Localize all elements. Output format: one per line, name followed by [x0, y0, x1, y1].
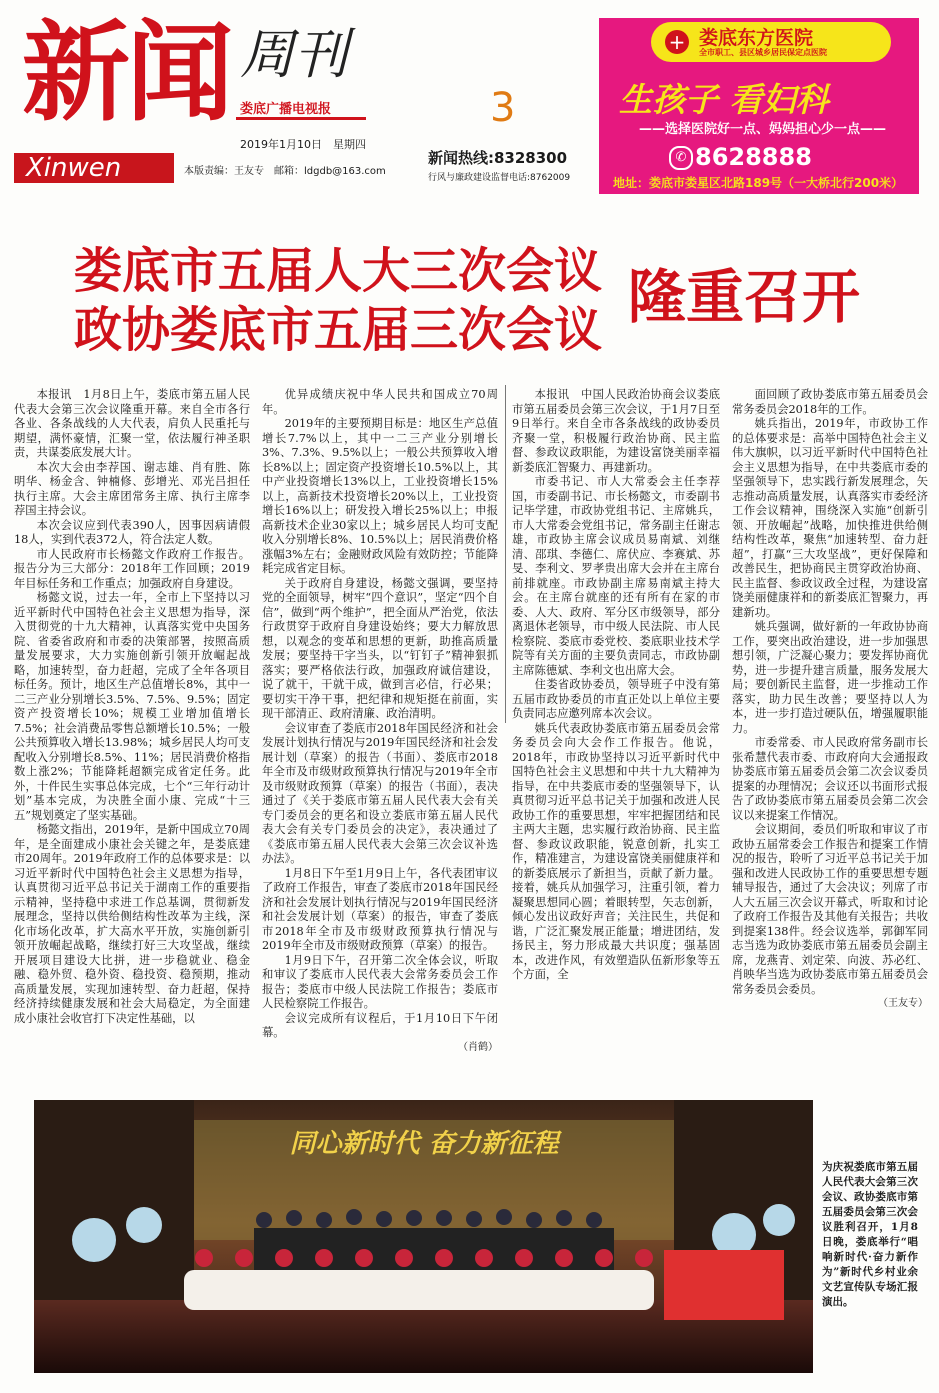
paragraph: 会议审查了娄底市2018年国民经济和社会发展计划执行情况与2019年国民经济和社会发展计划（草案）的报告（书面）、娄底市2018年全市及市级财政预算执行情况与2019年全市及市级财政预算（草案）的报告（书面），表决通过了《关于娄底市第五届人民代表大会有关专门委员会的更名和设立娄底市第五届人民代表大会有关专门委员会的决定》，表决通过了《娄底市第五届人民代表大会第三次会议补选办法》。 — [262, 721, 498, 865]
masthead-title: 新闻 — [22, 11, 231, 136]
headline-right: 隆重召开 — [628, 263, 861, 331]
article-column-4 — [732, 388, 928, 1009]
paragraph: 姚兵强调，做好新的一年政协协商工作，要突出政治建设，进一步加强思想引领，广泛凝心聚力；要发挥协商优势，进一步提升建言质量，服务发展大局；要创新民主监督，进一步推动工作落实，助力民生改善；要坚持以人为本，进一步打造过硬队伍，增强履职能力。 — [732, 620, 928, 735]
supervise-hotline: 行风与廉政建设监督电话:8762009 — [428, 173, 571, 183]
masthead-subtitle: 娄底广播电视报 — [240, 102, 332, 117]
stage-photo-illustration — [34, 1100, 813, 1373]
paragraph: 市人民政府市长杨懿文作政府工作报告。报告分为三大部分：2018年工作回顾；2019年目标任务和工作重点；加强政府自身建设。 — [14, 547, 250, 590]
ad-header — [651, 22, 891, 62]
stage-photo — [34, 1100, 813, 1373]
paragraph: 杨懿文说，过去一年，全市上下坚持以习近平新时代中国特色社会主义思想为指导，深入贯彻党的十九大精神，认真落实党中央国务院、省委省政府和市委的决策部署，按照高质量发展要求，大力实施创新引领开放崛起战略，加速转型，奋力赶超，完成了全年各项目标任务。预计，地区生产总值增长8%，其中一二三产业分别增长3.5%、7.5%、9.5%；固定资产投资增长10%；规模工业增加值增长7.5%；社会消费品零售总额增长10.5%；一般公共预算收入增长13.98%；城乡居民人均可支配收入分别增长8.5%、11%；居民消费价格指数上涨2%；节能降耗超额完成省定任务。此外，十件民生实事总体完成，七个“三年行动计划”基本完成，为决胜全面小康、完成“十三五”规划奠定了坚实基础。 — [14, 591, 250, 822]
paragraph: 1月9日下午，召开第二次全体会议，听取和审议了娄底市人民代表大会常务委员会工作报告；娄底市中级人民法院工作报告；娄底市人民检察院工作报告。 — [262, 953, 498, 1010]
headline-line-1: 娄底市五届人大三次会议 — [74, 243, 603, 299]
article-column-2 — [262, 388, 498, 1053]
column-divider — [505, 385, 506, 723]
news-hotline: 新闻热线:8328300 — [428, 149, 568, 167]
paragraph: 市委常委、市人民政府常务副市长张希慧代表市委、市政府向大会通报政协娄底市第五届委员会第二次会议委员提案的办理情况；会议还以书面形式报告了政协娄底市第五届委员会第二次会议以来提案工作情况。 — [732, 736, 928, 822]
ad-phone: 8628888 — [695, 143, 812, 171]
paragraph: 优异成绩庆祝中华人民共和国成立70周年。 — [262, 388, 498, 416]
byline: （肖鹤） — [458, 1041, 498, 1053]
paragraph: 会议完成所有议程后，于1月10日下午闭幕。 — [262, 1011, 498, 1039]
issue-date: 2019年1月10日 星期四 — [240, 138, 366, 151]
paragraph: 市委书记、市人大常委会主任李荐国，市委副书记、市长杨懿文，市委副书记毕学建，市政协党组书记、主席姚兵，市人大常委会党组书记，常务副主任谢志雄，市政协主席会议成员易南斌、刘继清、邵琪、李德仁、席伏应、李赛斌、苏旻、李利文、罗孝贵出席大会并在主席台前排就座。市政协副主席易南斌主持大会。在主席台就座的还有所有在家的市委、人大、政府、军分区市级领导，部分离退休老领导，市中级人民法院、市人民检察院、娄底市委党校、娄底职业技术学院等有关方面的主要负责同志，市政协副主席陈德斌、李利文也出席大会。 — [512, 475, 720, 677]
headline-line-2: 政协娄底市五届三次会议 — [74, 302, 603, 358]
paragraph: 姚兵指出，2019年，市政协工作的总体要求是：高举中国特色社会主义伟大旗帜，以习近平新时代中国特色社会主义思想为指导，在中共娄底市委的坚强领导下，忠实践行新发展理念，矢志推动高质量发展，认真落实市委经济工作会议精神，围绕深入实施“创新引领、开放崛起”战略，加快推进供给侧结构性改革，聚焦“加速转型、奋力赶超”，打赢“三大攻坚战”，更好保障和改善民生，把协商民主贯穿政治协商、民主监督、参政议政全过程，为建设富饶美丽健康祥和的新娄底汇智聚力，再建新功。 — [732, 417, 928, 619]
hospital-advertisement[interactable] — [599, 18, 919, 194]
masthead-weekly: 周刊 — [240, 23, 348, 86]
paragraph: 本报讯 1月8日上午，娄底市第五届人民代表大会第三次会议隆重开幕。来自全市各行各业、各条战线的人大代表，肩负人民重托与期望，满怀豪情，汇聚一堂，依法履行神圣职责，共谋娄底发展大计。 — [14, 388, 250, 459]
byline: （王友专） — [878, 998, 928, 1009]
phone-icon: ✆ — [669, 146, 693, 170]
paragraph: 2019年的主要预期目标是：地区生产总值增长7.7%以上，其中一二三产业分别增长3%、7.3%、9.5%以上；一般公共预算收入增长8%以上；固定资产投资增长10.5%以上，其中产业投资增长13%以上，工业投资增长15%以上，高新技术投资增长20%以上，工业投资增长16%以上；研发投入增长25%以上；申报高新技术企业30家以上；城乡居民人均可支配收入分别增长8%、10.5%以上；居民消费价格涨幅3%左右；金融财政风险有效防控；节能降耗完成省定目标。 — [262, 417, 498, 575]
paragraph: 本次大会由李荐国、谢志雄、肖有胜、陈明华、杨金含、钟楠修、彭增光、邓光吕担任执行主席。大会主席团常务主席、执行主席李荐国主持会议。 — [14, 460, 250, 517]
editor-info: 本版责编：王友专 邮箱：ldgdb@163.com — [184, 166, 386, 177]
ad-slogan: 生孩子 看妇科 — [619, 80, 829, 119]
paragraph: 关于政府自身建设，杨懿文强调，要坚持党的全面领导，树牢“四个意识”，坚定“四个自信”，做到“两个维护”，把全面从严治党，依法行政贯穿于政府自身建设始终；要大力解放思想，以观念的变革和思想的更新，助推高质量发展；要坚持干字当头，以“钉钉子”精神狠抓落实；要严格依法行政，加强政府诚信建设，说了就干，干就干成，做到言必信，行必果；要切实干净干事，把纪律和规矩挺在前面，实现干部清正、政府清廉、政治清明。 — [262, 576, 498, 720]
medical-cross-icon: + — [665, 30, 689, 54]
paragraph: 本次会议应到代表390人，因事因病请假18人，实到代表372人，符合法定人数。 — [14, 518, 250, 546]
ad-insurance-note: 全市职工、县区城乡居民保定点医院 — [699, 48, 827, 57]
paragraph: 面回顾了政协娄底市第五届委员会常务委员会2018年的工作。 — [732, 388, 928, 416]
paragraph: 1月8日下午至1月9日上午，各代表团审议了政府工作报告，审查了娄底市2018年国民经济和社会发展计划执行情况与2019年国民经济和社会发展计划（草案）的报告，审查了娄底市2018年全市及市级财政预算执行情况与2019年全市及市级财政预算（草案）的报告。 — [262, 866, 498, 952]
page-number: 3 — [490, 85, 516, 131]
masthead-subtitle-underline — [236, 117, 366, 120]
article-column-1 — [14, 388, 250, 1025]
paragraph: 杨懿文指出，2019年，是新中国成立70周年，是全面建成小康社会关键之年，是娄底建市20周年。2019年政府工作的总体要求是：以习近平新时代中国特色社会主义思想为指导，认真贯彻习近平总书记关于湖南工作的重要指示精神，坚持稳中求进工作总基调，贯彻新发展理念，坚持以供给侧结构性改革为主线，深化市场化改革，扩大高水平开放，实施创新引领开放崛起战略，继续打好三大攻坚战，继续开展项目建设大比拼，进一步稳就业、稳金融、稳外贸、稳外资、稳投资、稳预期，推动高质量发展，实现加速转型、奋力赶超，保持经济持续健康发展和社会大局稳定，为全面建成小康社会收官打下决定性基础，以 — [14, 823, 250, 1025]
ad-address: 地址：娄底市娄星区北路189号（一大桥北行200米） — [613, 176, 904, 190]
paragraph: 本报讯 中国人民政治协商会议娄底市第五届委员会第三次会议，于1月7日至9日举行。来自全市各条战线的政协委员齐聚一堂，积极履行政治协商、民主监督、参政议政职能，为建设富饶美丽幸福新娄底汇智聚力、再建新功。 — [512, 388, 720, 474]
paragraph: 住娄省政协委员，领导班子中没有第五届市政协委员的市直正处以上单位主要负责同志应邀列席本次会议。 — [512, 678, 720, 720]
ad-hospital-name: 娄底东方医院 — [699, 27, 814, 49]
photo-caption: 为庆祝娄底市第五届人民代表大会第三次会议、政协娄底市第五届委员会第三次会议胜利召开，1月8日晚，娄底举行“唱响新时代·奋力新作为”新时代乡村业余文艺宣传队专场汇报演出。 — [822, 1161, 918, 1308]
paragraph: 姚兵代表政协娄底市第五届委员会常务委员会向大会作工作报告。他说，2018年，市政协坚持以习近平新时代中国特色社会主义思想和中共十九大精神为指导，在中共娄底市委的坚强领导下，认真贯彻习近平总书记关于加强和改进人民政协工作的重要思想，牢牢把握团结和民主两大主题，忠实履行政治协商、民主监督、参政议政职能，锐意创新，扎实工作，精准建言，为建设富饶美丽健康祥和的新娄底展示了新担当，贡献了新力量。接着，姚兵从加强学习，注重引领，着力凝聚思想同心圆；着眼转型，矢志创新，倾心发出议政好声音；关注民生，共促和谐，广泛汇聚发展正能量；增进团结，发扬民主，努力形成最大共识度；强基固本，改进作风，有效塑造队伍新形象等五个方面，全 — [512, 721, 720, 981]
stage-banner-text: 同心新时代 奋力新征程 — [289, 1129, 559, 1159]
masthead-pinyin: Xinwen — [14, 153, 174, 183]
article-column-3 — [512, 388, 720, 981]
ad-subslogan: ——选择医院好一点、妈妈担心少一点—— — [639, 122, 887, 137]
paragraph: 会议期间，委员们听取和审议了市政协五届常委会工作报告和提案工作情况的报告，聆听了习近平总书记关于加强和改进人民政协工作的重要思想专题辅导报告，通过了大会决议；列席了市人大五届三次会议开幕式，听取和讨论了政府工作报告及其他有关报告；共收到提案138件。经会议选举，郭御军同志当选为政协娄底市第五届委员会副主席，龙燕青、刘定荣、向波、苏必红、肖映华当选为政协娄底市第五届委员会常务委员会委员。 — [732, 823, 928, 996]
